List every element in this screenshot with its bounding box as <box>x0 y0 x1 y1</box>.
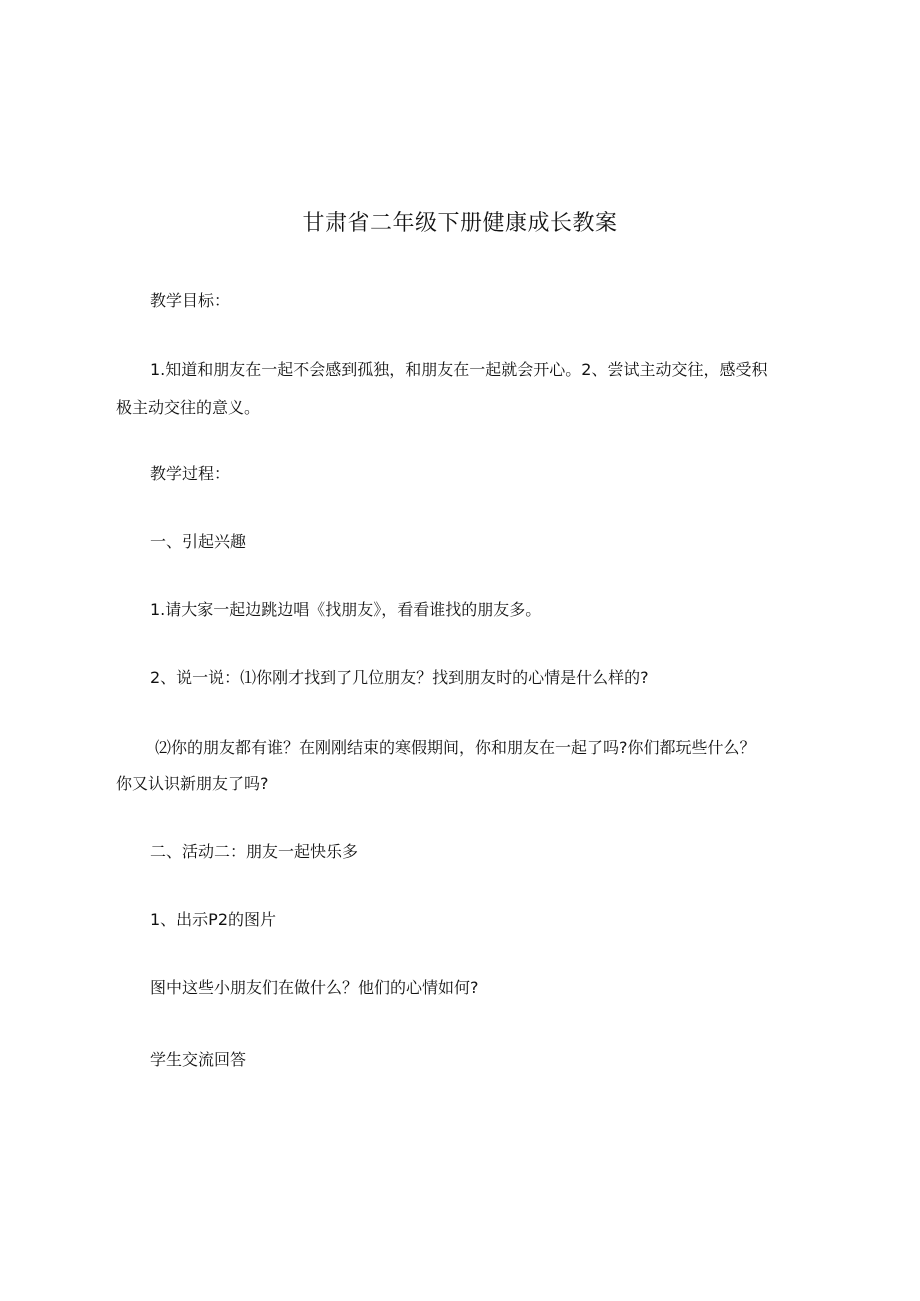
process-step-2-sub-2-line-1: ⑵你的朋友都有谁？在刚刚结束的寒假期间，你和朋友在一起了吗?你们都玩些什么？ <box>155 738 756 757</box>
activity-question: 图中这些小朋友们在做什么？他们的心情如何? <box>150 978 479 997</box>
document-title: 甘肃省二年级下册健康成长教案 <box>302 211 618 236</box>
section-heading-activity-two: 二、活动二：朋友一起快乐多 <box>150 842 359 861</box>
activity-student-response: 学生交流回答 <box>150 1050 247 1069</box>
process-step-2-sub-2-line-2: 你又认识新朋友了吗? <box>116 774 269 793</box>
activity-step-1: 1、出示P2的图片 <box>150 910 277 929</box>
section-heading-part-one: 一、引起兴趣 <box>150 532 247 551</box>
process-step-2: 2、说一说：⑴你刚才找到了几位朋友？找到朋友时的心情是什么样的? <box>150 668 649 687</box>
goal-paragraph-line-2: 极主动交往的意义。 <box>116 398 261 417</box>
process-step-1: 1.请大家一起边跳边唱《找朋友》，看看谁找的朋友多。 <box>150 600 542 619</box>
section-heading-teaching-process: 教学过程： <box>150 464 231 483</box>
goal-paragraph-line-1: 1.知道和朋友在一起不会感到孤独，和朋友在一起就会开心。2、尝试主动交往，感受积 <box>150 360 768 379</box>
section-heading-teaching-goals: 教学目标： <box>150 291 231 310</box>
